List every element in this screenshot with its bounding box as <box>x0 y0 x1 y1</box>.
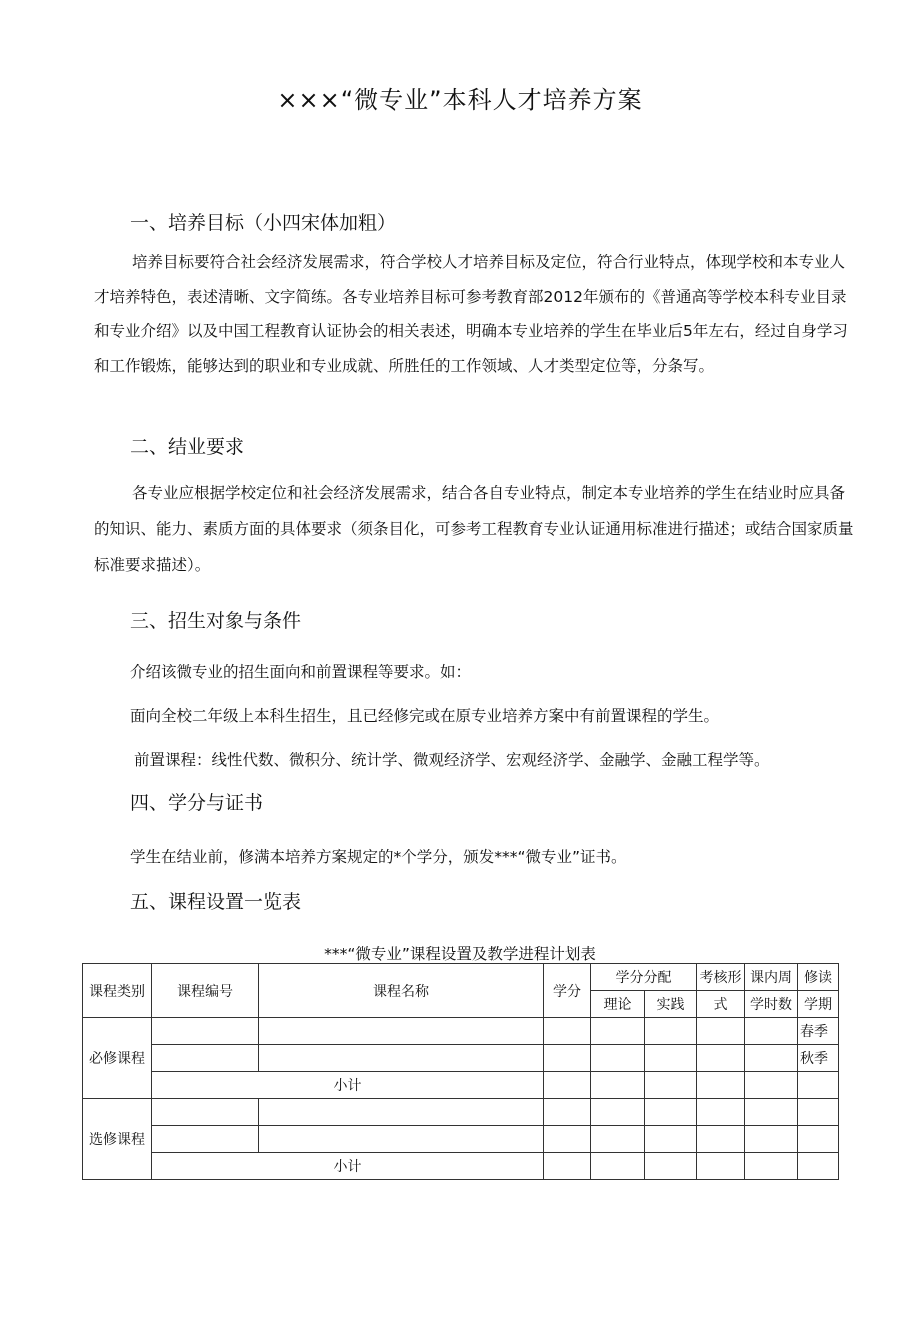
table-cell <box>745 1153 798 1180</box>
header-name: 课程名称 <box>259 964 544 1018</box>
table-cell <box>697 1045 745 1072</box>
table-cell <box>259 1018 544 1045</box>
header-exam-bottom: 式 <box>697 991 745 1018</box>
table-cell <box>745 1072 798 1099</box>
required-term-2 <box>798 1045 839 1072</box>
header-term-top: 修读 <box>798 964 839 991</box>
table-cell <box>798 1153 839 1180</box>
table-cell <box>645 1126 697 1153</box>
table-cell <box>544 1045 591 1072</box>
section-4-body: 学生在结业前，修满本培养方案规定的*个学分，颁发***“微专业”证书。 <box>130 848 627 866</box>
section-2-body: 各专业应根据学校定位和社会经济发展需求，结合各自专业特点，制定本专业培养的学生在结业时应具备的知识、能力、素质方面的具体要求（须条目化，可参考工程教育专业认证通用标准进行描述；或结合国家质量标准要求描述）。 <box>94 484 854 574</box>
header-hours-top: 课内周 <box>745 964 798 991</box>
required-term-1 <box>798 1018 839 1045</box>
table-cell <box>697 1072 745 1099</box>
section-3-line-2: 面向全校二年级上本科生招生，且已经修完或在原专业培养方案中有前置课程的学生。 <box>130 707 720 725</box>
table-cell <box>798 1126 839 1153</box>
table-cell <box>798 1072 839 1099</box>
course-plan-table <box>82 963 839 1180</box>
table-cell <box>259 1099 544 1126</box>
required-subtotal-row <box>83 1072 839 1099</box>
table-cell <box>544 1018 591 1045</box>
table-cell <box>745 1018 798 1045</box>
table-cell <box>259 1126 544 1153</box>
table-cell <box>745 1099 798 1126</box>
header-category: 课程类别 <box>83 964 152 1018</box>
header-credit: 学分 <box>544 964 591 1018</box>
section-3-line-3: 前置课程：线性代数、微积分、统计学、微观经济学、宏观经济学、金融学、金融工程学等。 <box>134 751 770 769</box>
table-cell <box>591 1018 645 1045</box>
table-cell <box>544 1099 591 1126</box>
table-cell <box>645 1018 697 1045</box>
document-title: ×××“微专业”本科人才培养方案 <box>277 86 643 114</box>
table-cell <box>645 1072 697 1099</box>
table-cell <box>152 1045 259 1072</box>
table-cell <box>544 1072 591 1099</box>
section-1-body: 培养目标要符合社会经济发展需求，符合学校人才培养目标及定位，符合行业特点，体现学校和本专业人才培养特色，表述清晰、文字简练。各专业培养目标可参考教育部2012年颁布的《普通高等学校本科专业目录和专业介绍》以及中国工程教育认证协会的相关表述，明确本专业培养的学生在毕业后5年左右，经过自身学习和工作锻炼，能够达到的职业和专业成就、所胜任的工作领域、人才类型定位等，分条写。 <box>94 253 848 375</box>
elective-subtotal: 小计 <box>152 1153 544 1180</box>
table-cell <box>259 1045 544 1072</box>
required-term-2-label: 秋季 <box>800 1051 828 1067</box>
table-cell <box>645 1153 697 1180</box>
elective-subtotal-row <box>83 1153 839 1180</box>
table-cell <box>697 1153 745 1180</box>
required-subtotal: 小计 <box>152 1072 544 1099</box>
table-cell <box>645 1099 697 1126</box>
table-cell <box>152 1126 259 1153</box>
required-row-2 <box>83 1045 839 1072</box>
section-3-line-1: 介绍该微专业的招生面向和前置课程等要求。如： <box>130 663 472 681</box>
table-cell <box>152 1099 259 1126</box>
table-cell <box>591 1099 645 1126</box>
table-cell <box>745 1126 798 1153</box>
header-credit-split: 学分分配 <box>591 964 697 991</box>
table-cell <box>745 1045 798 1072</box>
header-theory: 理论 <box>591 991 645 1018</box>
section-1-heading: 一、培养目标（小四宋体加粗） <box>130 212 397 234</box>
header-hours-bottom: 学时数 <box>745 991 798 1018</box>
table-cell <box>591 1072 645 1099</box>
section-3-heading: 三、招生对象与条件 <box>130 610 302 632</box>
section-4-heading: 四、学分与证书 <box>130 792 264 814</box>
table-cell <box>591 1153 645 1180</box>
elective-category: 选修课程 <box>83 1099 152 1180</box>
required-term-1-label: 春季 <box>800 1024 828 1040</box>
section-5-heading: 五、课程设置一览表 <box>130 891 302 913</box>
elective-row-2 <box>83 1126 839 1153</box>
table-cell <box>697 1018 745 1045</box>
table-cell <box>152 1018 259 1045</box>
header-term-bottom: 学期 <box>798 991 839 1018</box>
required-category: 必修课程 <box>83 1018 152 1099</box>
table-cell <box>697 1126 745 1153</box>
table-caption: ***“微专业”课程设置及教学进程计划表 <box>324 945 596 963</box>
table-cell <box>591 1045 645 1072</box>
table-cell <box>544 1153 591 1180</box>
table-cell <box>697 1099 745 1126</box>
table-cell <box>645 1045 697 1072</box>
header-row-1 <box>83 964 839 991</box>
table-cell <box>591 1126 645 1153</box>
table-cell <box>544 1126 591 1153</box>
required-row-1 <box>83 1018 839 1045</box>
header-exam-top: 考核形 <box>697 964 745 991</box>
section-2-heading: 二、结业要求 <box>130 436 245 458</box>
header-code: 课程编号 <box>152 964 259 1018</box>
header-practice: 实践 <box>645 991 697 1018</box>
elective-row-1 <box>83 1099 839 1126</box>
table-cell <box>798 1099 839 1126</box>
